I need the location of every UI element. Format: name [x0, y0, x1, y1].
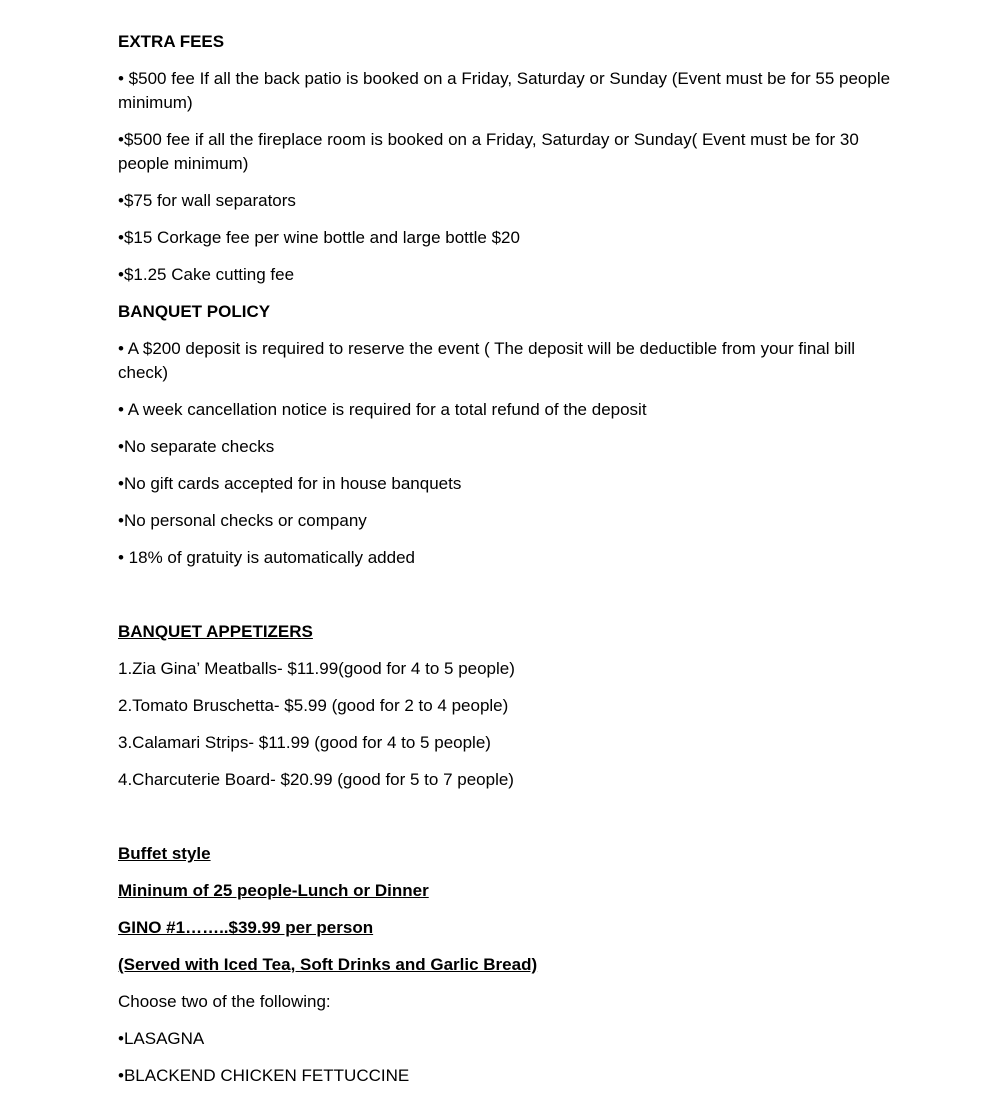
- appetizer-item: 4.Charcuterie Board- $20.99 (good for 5 to 7 people): [118, 770, 514, 789]
- policy-item: • 18% of gratuity is automatically added: [118, 548, 416, 567]
- appetizer-item: 2.Tomato Bruschetta- $5.99 (good for 2 to 4 people): [118, 696, 509, 715]
- banquet-appetizers-section: [118, 620, 898, 792]
- extra-fee-item: •$15 Corkage fee per wine bottle and large bottle $20: [118, 228, 520, 247]
- policy-item: •No personal checks or company: [118, 511, 367, 530]
- buffet-option: •LASAGNA: [118, 1029, 205, 1048]
- extra-fees-heading: EXTRA FEES: [118, 32, 225, 51]
- menu-document: [118, 30, 898, 1088]
- policy-item: •No gift cards accepted for in house banquets: [118, 474, 462, 493]
- appetizer-item: 1.Zia Gina’ Meatballs- $11.99(good for 4 to 5 people): [118, 659, 515, 678]
- extra-fee-item: •$500 fee if all the fireplace room is booked on a Friday, Saturday or Sunday( Event must be for 30 people minimum): [118, 130, 859, 173]
- extra-fee-item: •$1.25 Cake cutting fee: [118, 265, 295, 284]
- extra-fee-item: • $500 fee If all the back patio is booked on a Friday, Saturday or Sunday (Event must be for 55 people minimum): [118, 69, 891, 112]
- buffet-title: Buffet style: [118, 844, 211, 863]
- buffet-option: •BLACKEND CHICKEN FETTUCCINE: [118, 1066, 410, 1085]
- buffet-package-price: GINO #1……..$39.99 per person: [118, 918, 374, 937]
- banquet-policy-heading: BANQUET POLICY: [118, 302, 271, 321]
- banquet-appetizers-heading: BANQUET APPETIZERS: [118, 622, 313, 641]
- buffet-served-with: (Served with Iced Tea, Soft Drinks and Garlic Bread): [118, 955, 538, 974]
- policy-item: • A week cancellation notice is required for a total refund of the deposit: [118, 400, 647, 419]
- policy-item: • A $200 deposit is required to reserve the event ( The deposit will be deductible from your final bill check): [118, 339, 856, 382]
- extra-fee-item: •$75 for wall separators: [118, 191, 296, 210]
- extra-fees-section: [118, 30, 898, 287]
- banquet-policy-section: [118, 300, 898, 570]
- appetizer-item: 3.Calamari Strips- $11.99 (good for 4 to 5 people): [118, 733, 491, 752]
- buffet-minimum: Mininum of 25 people-Lunch or Dinner: [118, 881, 429, 900]
- buffet-choose-text: Choose two of the following:: [118, 992, 331, 1011]
- buffet-section: [118, 842, 898, 1088]
- policy-item: •No separate checks: [118, 437, 275, 456]
